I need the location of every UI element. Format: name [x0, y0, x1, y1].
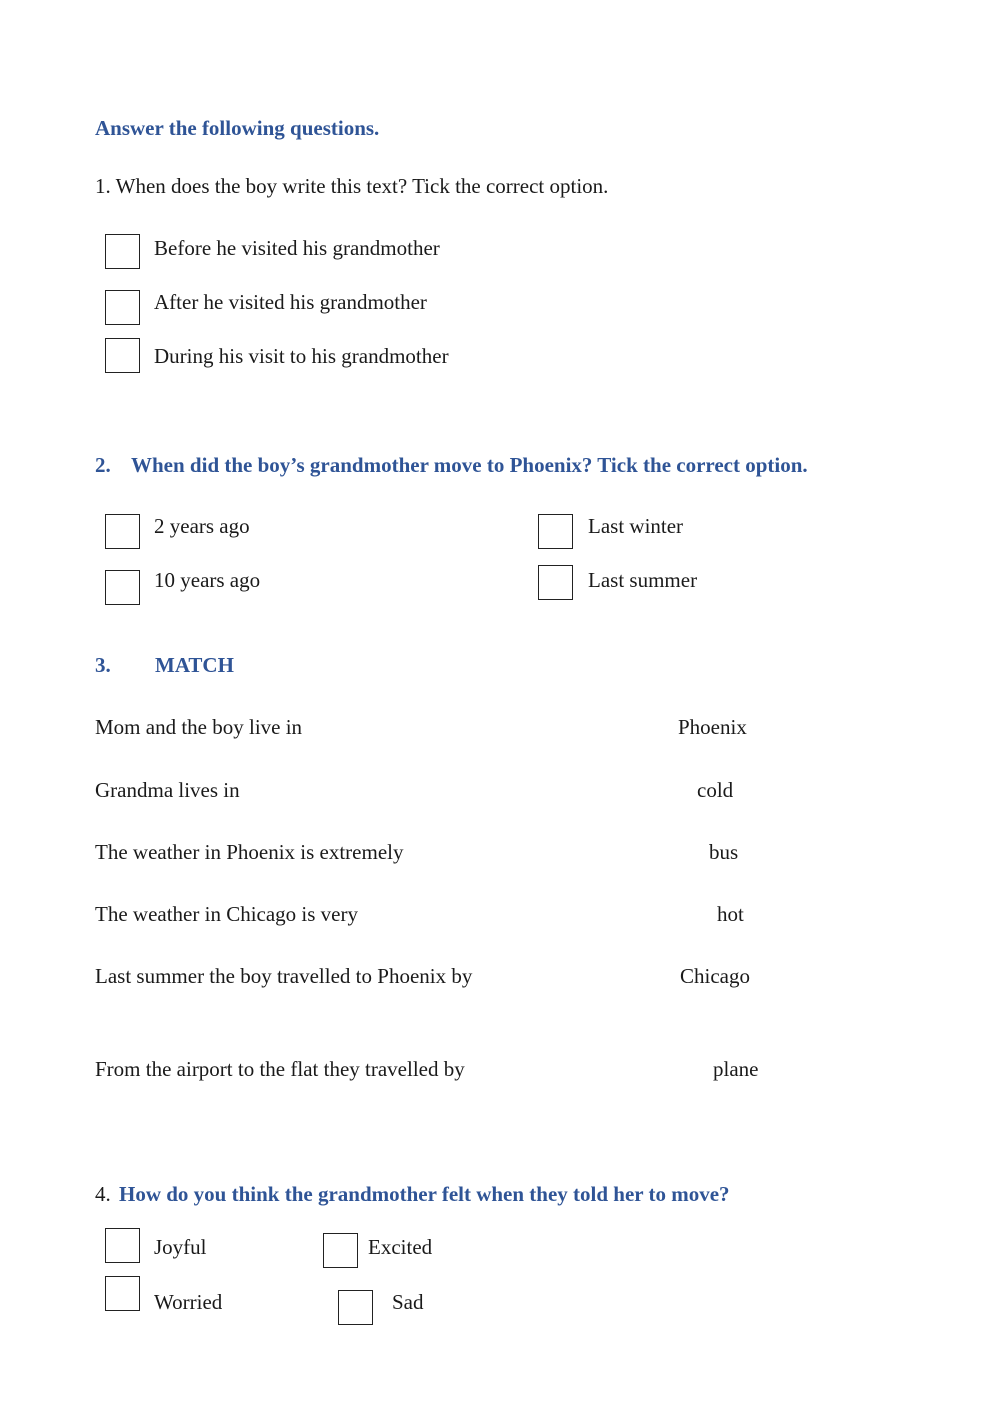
match-left-3: The weather in Phoenix is extremely [95, 840, 404, 864]
question-3-title: MATCH [155, 653, 234, 677]
q4-option-excited-label: Excited [368, 1235, 433, 1259]
question-1-text: 1. When does the boy write this text? Tick the correct option. [95, 174, 609, 198]
match-left-1: Mom and the boy live in [95, 715, 303, 739]
match-left-5: Last summer the boy travelled to Phoenix by [95, 964, 473, 988]
q2-option-10-years-checkbox[interactable] [105, 570, 140, 605]
q1-option-1-checkbox[interactable] [105, 234, 140, 269]
match-right-6: plane [713, 1057, 759, 1081]
match-left-4: The weather in Chicago is very [95, 902, 358, 926]
instructions-heading: Answer the following questions. [95, 116, 380, 140]
q4-option-worried-label: Worried [154, 1290, 223, 1314]
match-right-5: Chicago [680, 964, 750, 988]
match-right-2: cold [697, 778, 734, 802]
match-right-3: bus [709, 840, 739, 864]
q1-option-1-label: Before he visited his grandmother [154, 236, 440, 260]
question-2-number: 2. [95, 453, 111, 477]
question-4-number: 4. [95, 1182, 111, 1206]
match-left-2: Grandma lives in [95, 778, 240, 802]
match-right-4: hot [717, 902, 744, 926]
q1-option-3-checkbox[interactable] [105, 338, 140, 373]
q2-option-10-years-label: 10 years ago [154, 568, 261, 592]
q1-option-2-checkbox[interactable] [105, 290, 140, 325]
q1-option-2-label: After he visited his grandmother [154, 290, 427, 314]
q2-option-last-summer-label: Last summer [588, 568, 698, 592]
q2-option-last-winter-label: Last winter [588, 514, 684, 538]
q4-option-excited-checkbox[interactable] [323, 1233, 358, 1268]
question-4-text: How do you think the grandmother felt when they told her to move? [119, 1182, 730, 1206]
q2-option-last-summer-checkbox[interactable] [538, 565, 573, 600]
q2-option-last-winter-checkbox[interactable] [538, 514, 573, 549]
match-left-6: From the airport to the flat they travelled by [95, 1057, 465, 1081]
q4-option-sad-label: Sad [392, 1290, 424, 1314]
match-right-1: Phoenix [678, 715, 747, 739]
q4-option-joyful-checkbox[interactable] [105, 1228, 140, 1263]
q2-option-2-years-label: 2 years ago [154, 514, 250, 538]
question-3-number: 3. [95, 653, 111, 677]
q4-option-sad-checkbox[interactable] [338, 1290, 373, 1325]
q1-option-3-label: During his visit to his grandmother [154, 344, 449, 368]
question-2-text: When did the boy’s grandmother move to Phoenix? Tick the correct option. [131, 453, 808, 477]
q4-option-joyful-label: Joyful [154, 1235, 207, 1259]
q2-option-2-years-checkbox[interactable] [105, 514, 140, 549]
q4-option-worried-checkbox[interactable] [105, 1276, 140, 1311]
